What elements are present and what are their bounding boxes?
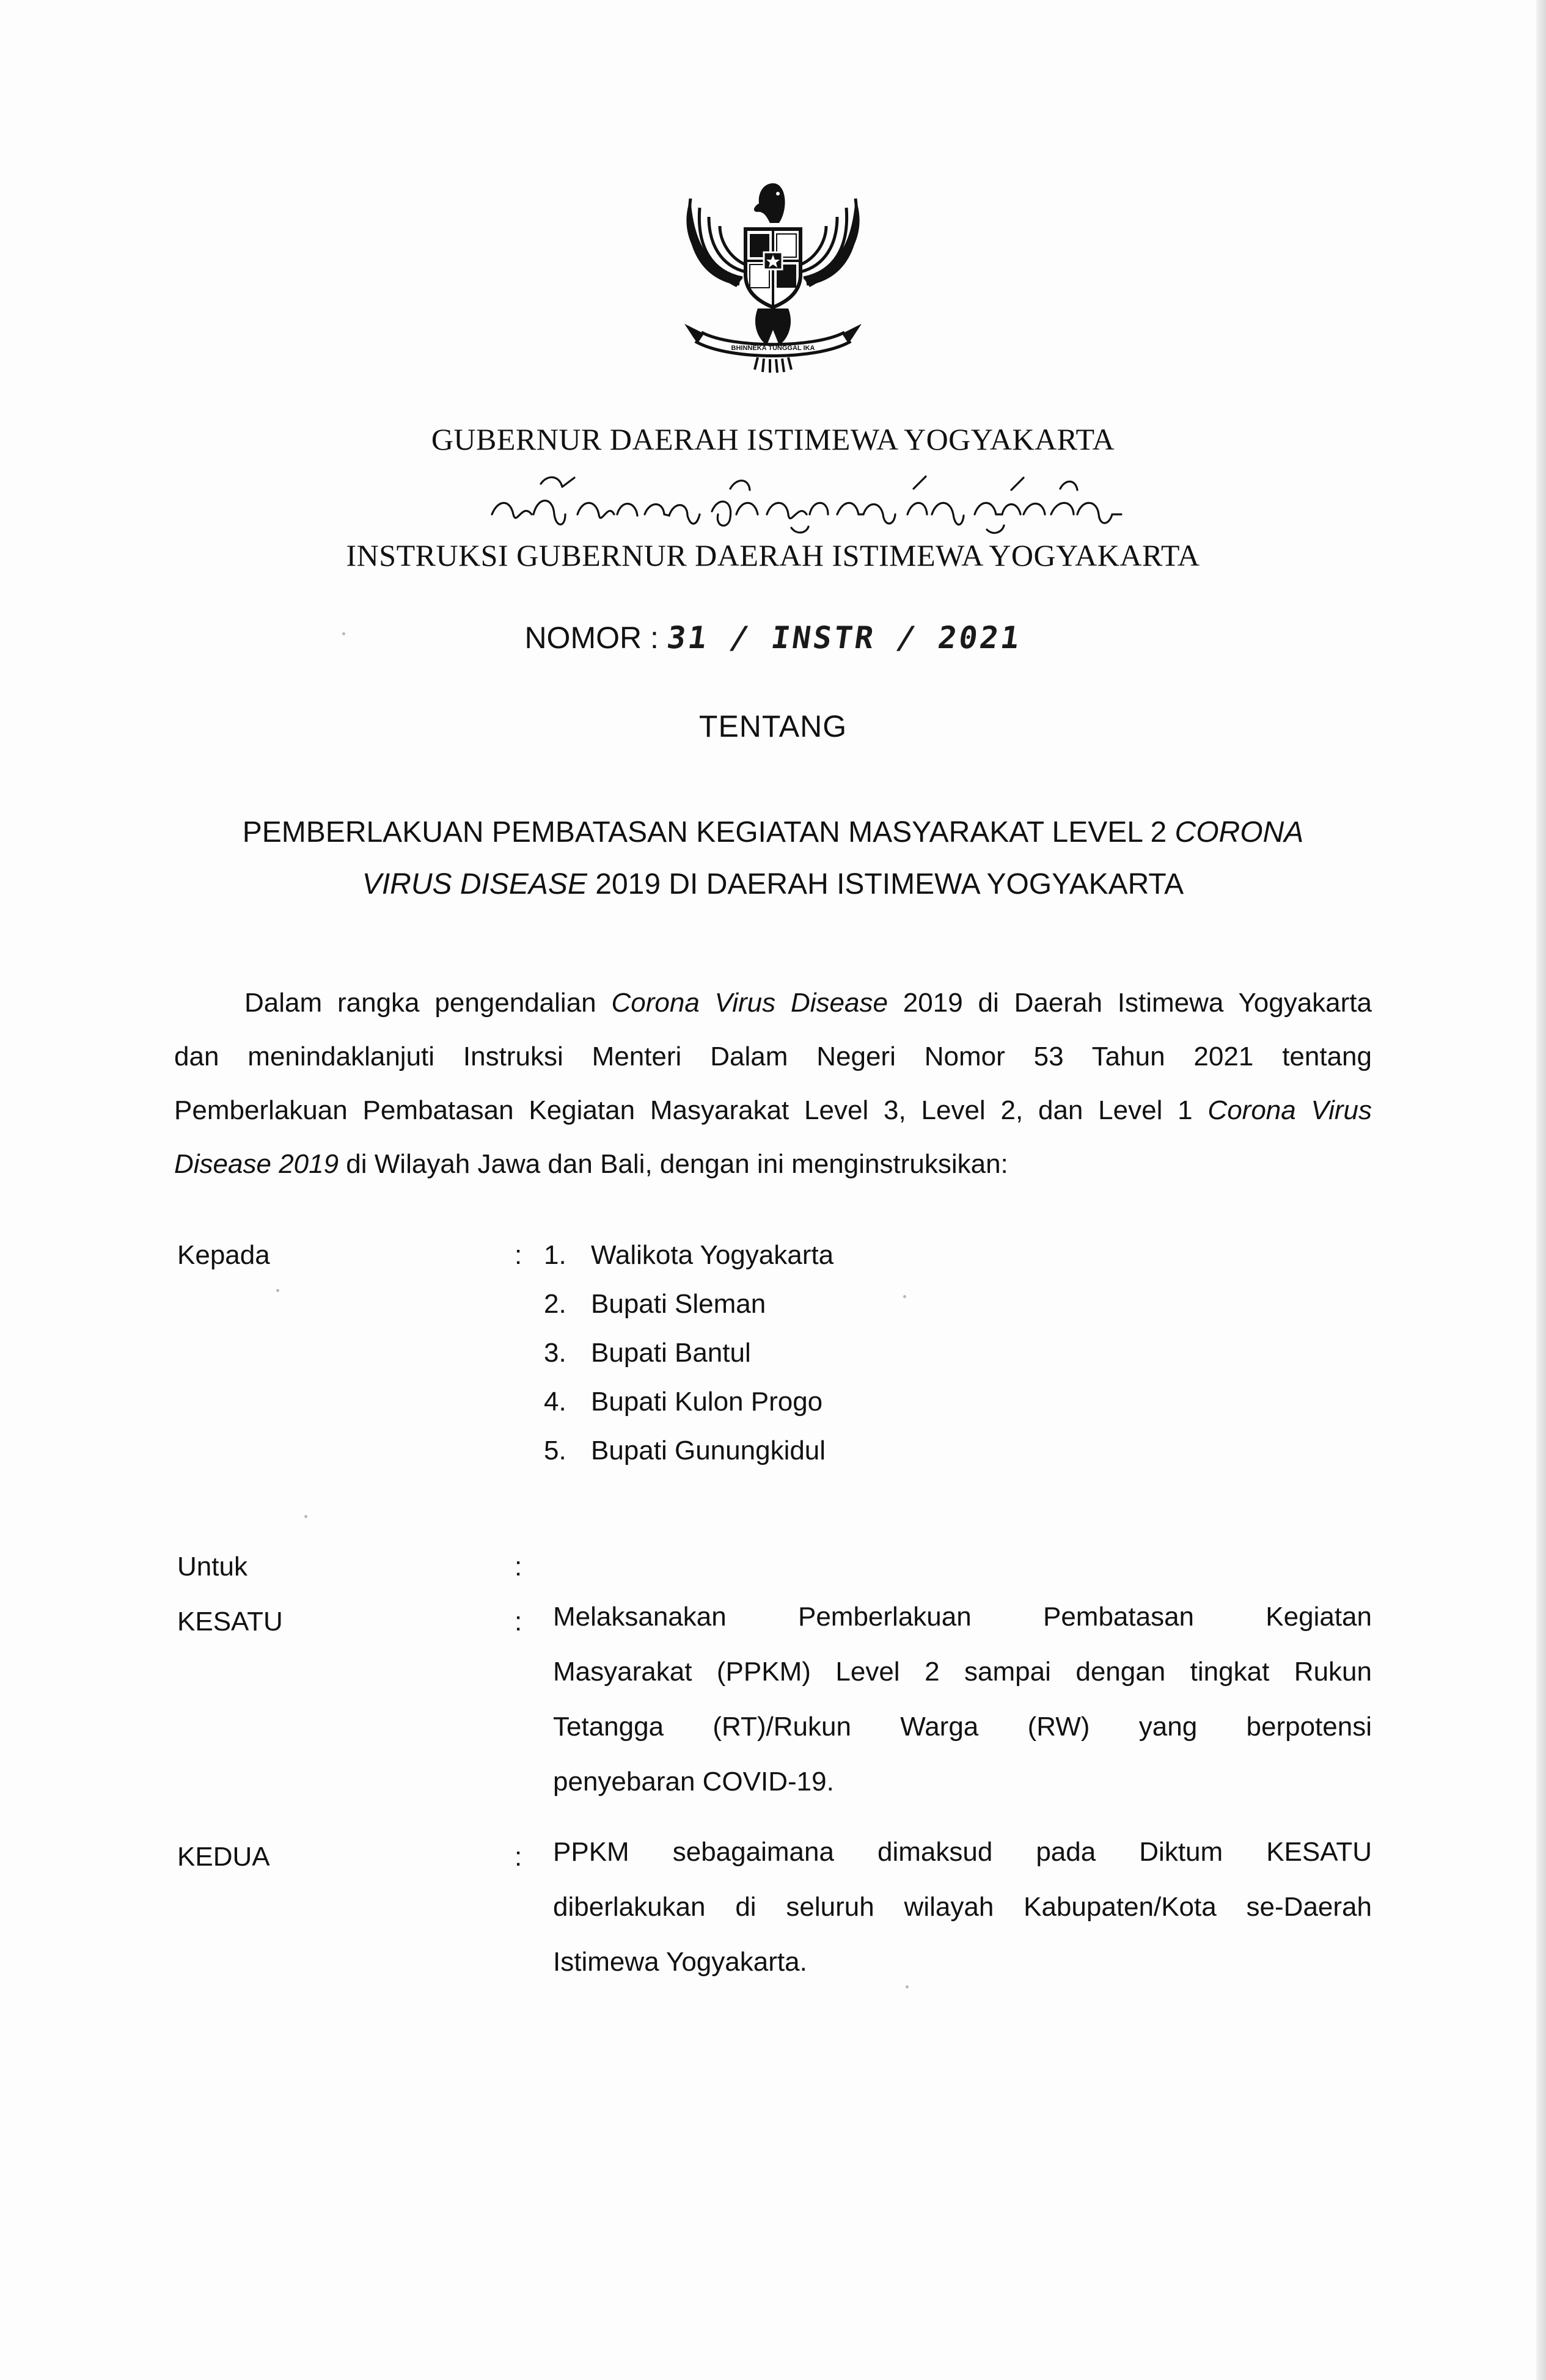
- title-line-2-text: 2019 DI DAERAH ISTIMEWA YOGYAKARTA: [587, 868, 1184, 900]
- kedua-line: diberlakukan di seluruh wilayah Kabupaten/Kota se-Daerah: [553, 1892, 1372, 1922]
- kedua-line: PPKM sebagaimana dimaksud pada Diktum KESATU: [553, 1837, 1372, 1867]
- intro-line-4-b: di Wilayah Jawa dan Bali, dengan ini menginstruksikan:: [339, 1149, 1008, 1179]
- title-line-1: [0, 816, 1546, 849]
- untuk-label: Untuk: [177, 1552, 247, 1582]
- kedua-text: [553, 1837, 1372, 2002]
- intro-line-3-italic: Corona Virus: [1207, 1095, 1372, 1125]
- kesatu-colon: :: [515, 1607, 522, 1637]
- recipient-number: 2.: [544, 1289, 566, 1319]
- recipient-text: Bupati Bantul: [591, 1338, 751, 1368]
- instruction-heading: INSTRUKSI GUBERNUR DAERAH ISTIMEWA YOGYAKARTA: [346, 538, 1200, 572]
- title-line-2: [0, 867, 1546, 901]
- recipient-item: [544, 1289, 766, 1320]
- kepada-label: Kepada: [177, 1240, 270, 1270]
- kesatu-label: KESATU: [177, 1607, 283, 1637]
- kesatu-line: Melaksanakan Pemberlakuan Pembatasan Kegiatan: [553, 1602, 1372, 1632]
- kesatu-text: [553, 1602, 1372, 1822]
- nomor-row: [0, 620, 1546, 655]
- recipient-item: [544, 1240, 833, 1271]
- intro-line-2: dan menindaklanjuti Instruksi Menteri Dalam Negeri Nomor 53 Tahun 2021 tentang: [174, 1042, 1372, 1071]
- kesatu-line: Tetangga (RT)/Rukun Warga (RW) yang berpotensi: [553, 1712, 1372, 1742]
- recipient-number: 1.: [544, 1240, 566, 1270]
- scan-speck: [903, 1295, 906, 1298]
- title-line-1-text: PEMBERLAKUAN PEMBATASAN KEGIATAN MASYARAKAT LEVEL 2: [242, 816, 1175, 849]
- tentang-heading: TENTANG: [698, 709, 848, 743]
- kedua-label: KEDUA: [177, 1842, 270, 1872]
- recipient-item: [544, 1387, 822, 1417]
- kedua-line: Istimewa Yogyakarta.: [553, 1947, 807, 1977]
- untuk-colon: :: [515, 1552, 522, 1582]
- recipient-text: Bupati Kulon Progo: [591, 1387, 823, 1417]
- governor-heading: GUBERNUR DAERAH ISTIMEWA YOGYAKARTA: [431, 422, 1115, 456]
- intro-line-3-a: Pemberlakuan Pembatasan Kegiatan Masyarakat Level 3, Level 2, dan Level 1: [174, 1095, 1208, 1125]
- scan-edge-shadow: [1536, 0, 1546, 2380]
- kedua-colon: :: [515, 1842, 522, 1872]
- intro-line-1-b: 2019 di Daerah Istimewa Yogyakarta: [887, 988, 1372, 1018]
- intro-line-1-italic: Corona Virus Disease: [611, 988, 888, 1018]
- garuda-emblem-icon: [666, 156, 880, 382]
- kesatu-line: Masyarakat (PPKM) Level 2 sampai dengan tingkat Rukun: [553, 1657, 1372, 1687]
- intro-line-4-italic: Disease 2019: [174, 1149, 339, 1179]
- title-line-1-italic: CORONA: [1174, 816, 1304, 849]
- recipient-text: Bupati Sleman: [591, 1289, 766, 1319]
- intro-line-1: [174, 976, 1372, 1030]
- intro-line-1-a: Dalam rangka pengendalian: [244, 988, 612, 1018]
- javanese-script-line: [486, 472, 1127, 539]
- recipient-item: [544, 1338, 751, 1368]
- nomor-label: NOMOR :: [524, 621, 659, 655]
- recipient-number: 3.: [544, 1338, 566, 1368]
- kesatu-line: penyebaran COVID-19.: [553, 1767, 834, 1797]
- recipient-item: [544, 1436, 826, 1466]
- kepada-colon: :: [515, 1240, 522, 1270]
- intro-line-3: [174, 1084, 1372, 1137]
- emblem-motto: BHINNEKA TUNGGAL IKA: [731, 345, 815, 352]
- recipient-text: Walikota Yogyakarta: [591, 1240, 834, 1270]
- title-line-2-italic: VIRUS DISEASE: [362, 868, 587, 900]
- recipient-text: Bupati Gunungkidul: [591, 1436, 826, 1466]
- scan-speck: [304, 1515, 307, 1518]
- nomor-value-handwritten: 31 / INSTR / 2021: [664, 620, 1024, 655]
- scan-speck: [276, 1289, 279, 1292]
- intro-line-4: [174, 1137, 1372, 1191]
- intro-paragraph: [174, 976, 1372, 1191]
- scan-speck: [906, 1985, 909, 1988]
- recipient-number: 4.: [544, 1387, 566, 1417]
- scan-speck: [342, 632, 345, 635]
- recipient-number: 5.: [544, 1436, 566, 1466]
